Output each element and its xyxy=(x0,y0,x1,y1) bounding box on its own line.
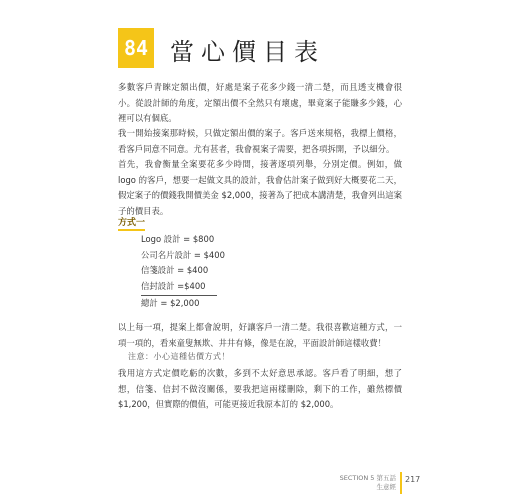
paragraph-2: 我一開始接案那時候，只做定額出價的案子。客戶送來規格，我標上價格，看客戶同意不同意。尤有甚者，我會視案子需要，把各項拆開，予以細分。 xyxy=(118,128,402,154)
method-heading: 方式一 xyxy=(118,215,145,231)
price-line: Logo 設計 = $800 xyxy=(141,234,215,244)
chapter-title: 當心價目表 xyxy=(170,38,325,66)
paragraph-1: 多數客戶青睞定額出價，好處是案子花多少錢一清二楚，而且透支機會很小。從設計師的角度，定額出價不全然只有壞處，畢竟案子能賺多少錢，心裡可以有個底。 xyxy=(118,82,402,123)
price-total-divider xyxy=(141,295,217,296)
price-line: 信封設計 =$400 xyxy=(141,280,206,291)
page-number: 217 xyxy=(405,475,421,484)
footer-section: SECTION 5 第五話 xyxy=(339,474,396,482)
paragraph-5: 我用這方式定價吃虧的次數，多到不太好意思承認。客戶看了明細，想了想，信箋、信封不做沒關係，要我把這兩樣刪除，剩下的工作，雖然標價 $1,200，但實際的價值，可能更接近我原本訂的 $2,000。 xyxy=(118,368,402,409)
chapter-number-badge: 84 xyxy=(118,28,154,68)
price-list xyxy=(141,232,225,294)
price-line: 信箋設計 = $400 xyxy=(141,265,209,275)
price-line: 公司名片設計 = $400 xyxy=(141,249,225,260)
note-text: 注意：小心這種估價方式！ xyxy=(128,352,230,361)
price-total: 總計 = $2,000 xyxy=(141,298,200,308)
footer-divider xyxy=(400,472,402,494)
footer-section-label xyxy=(330,474,396,492)
paragraph-4: 以上每一項，提案上都會說明，好讓客戶一清二楚。我很喜歡這種方式，一項一項的，看來童叟無欺、井井有條，像是在說，平面設計師這樣收費！ xyxy=(118,322,402,348)
paragraph-3: 首先，我會衡量全案要花多少時間，接著逐項列舉，分別定價。例如，做 logo 的客戶，想要一起做文具的設計，我會估計案子做到好大概要花二天，假定案子的價錢我開價美金 $2,000，接著為了把成本講清楚，我會列出這案子的價目表。 xyxy=(118,159,402,216)
footer-subtitle: 生意經 xyxy=(376,483,396,491)
